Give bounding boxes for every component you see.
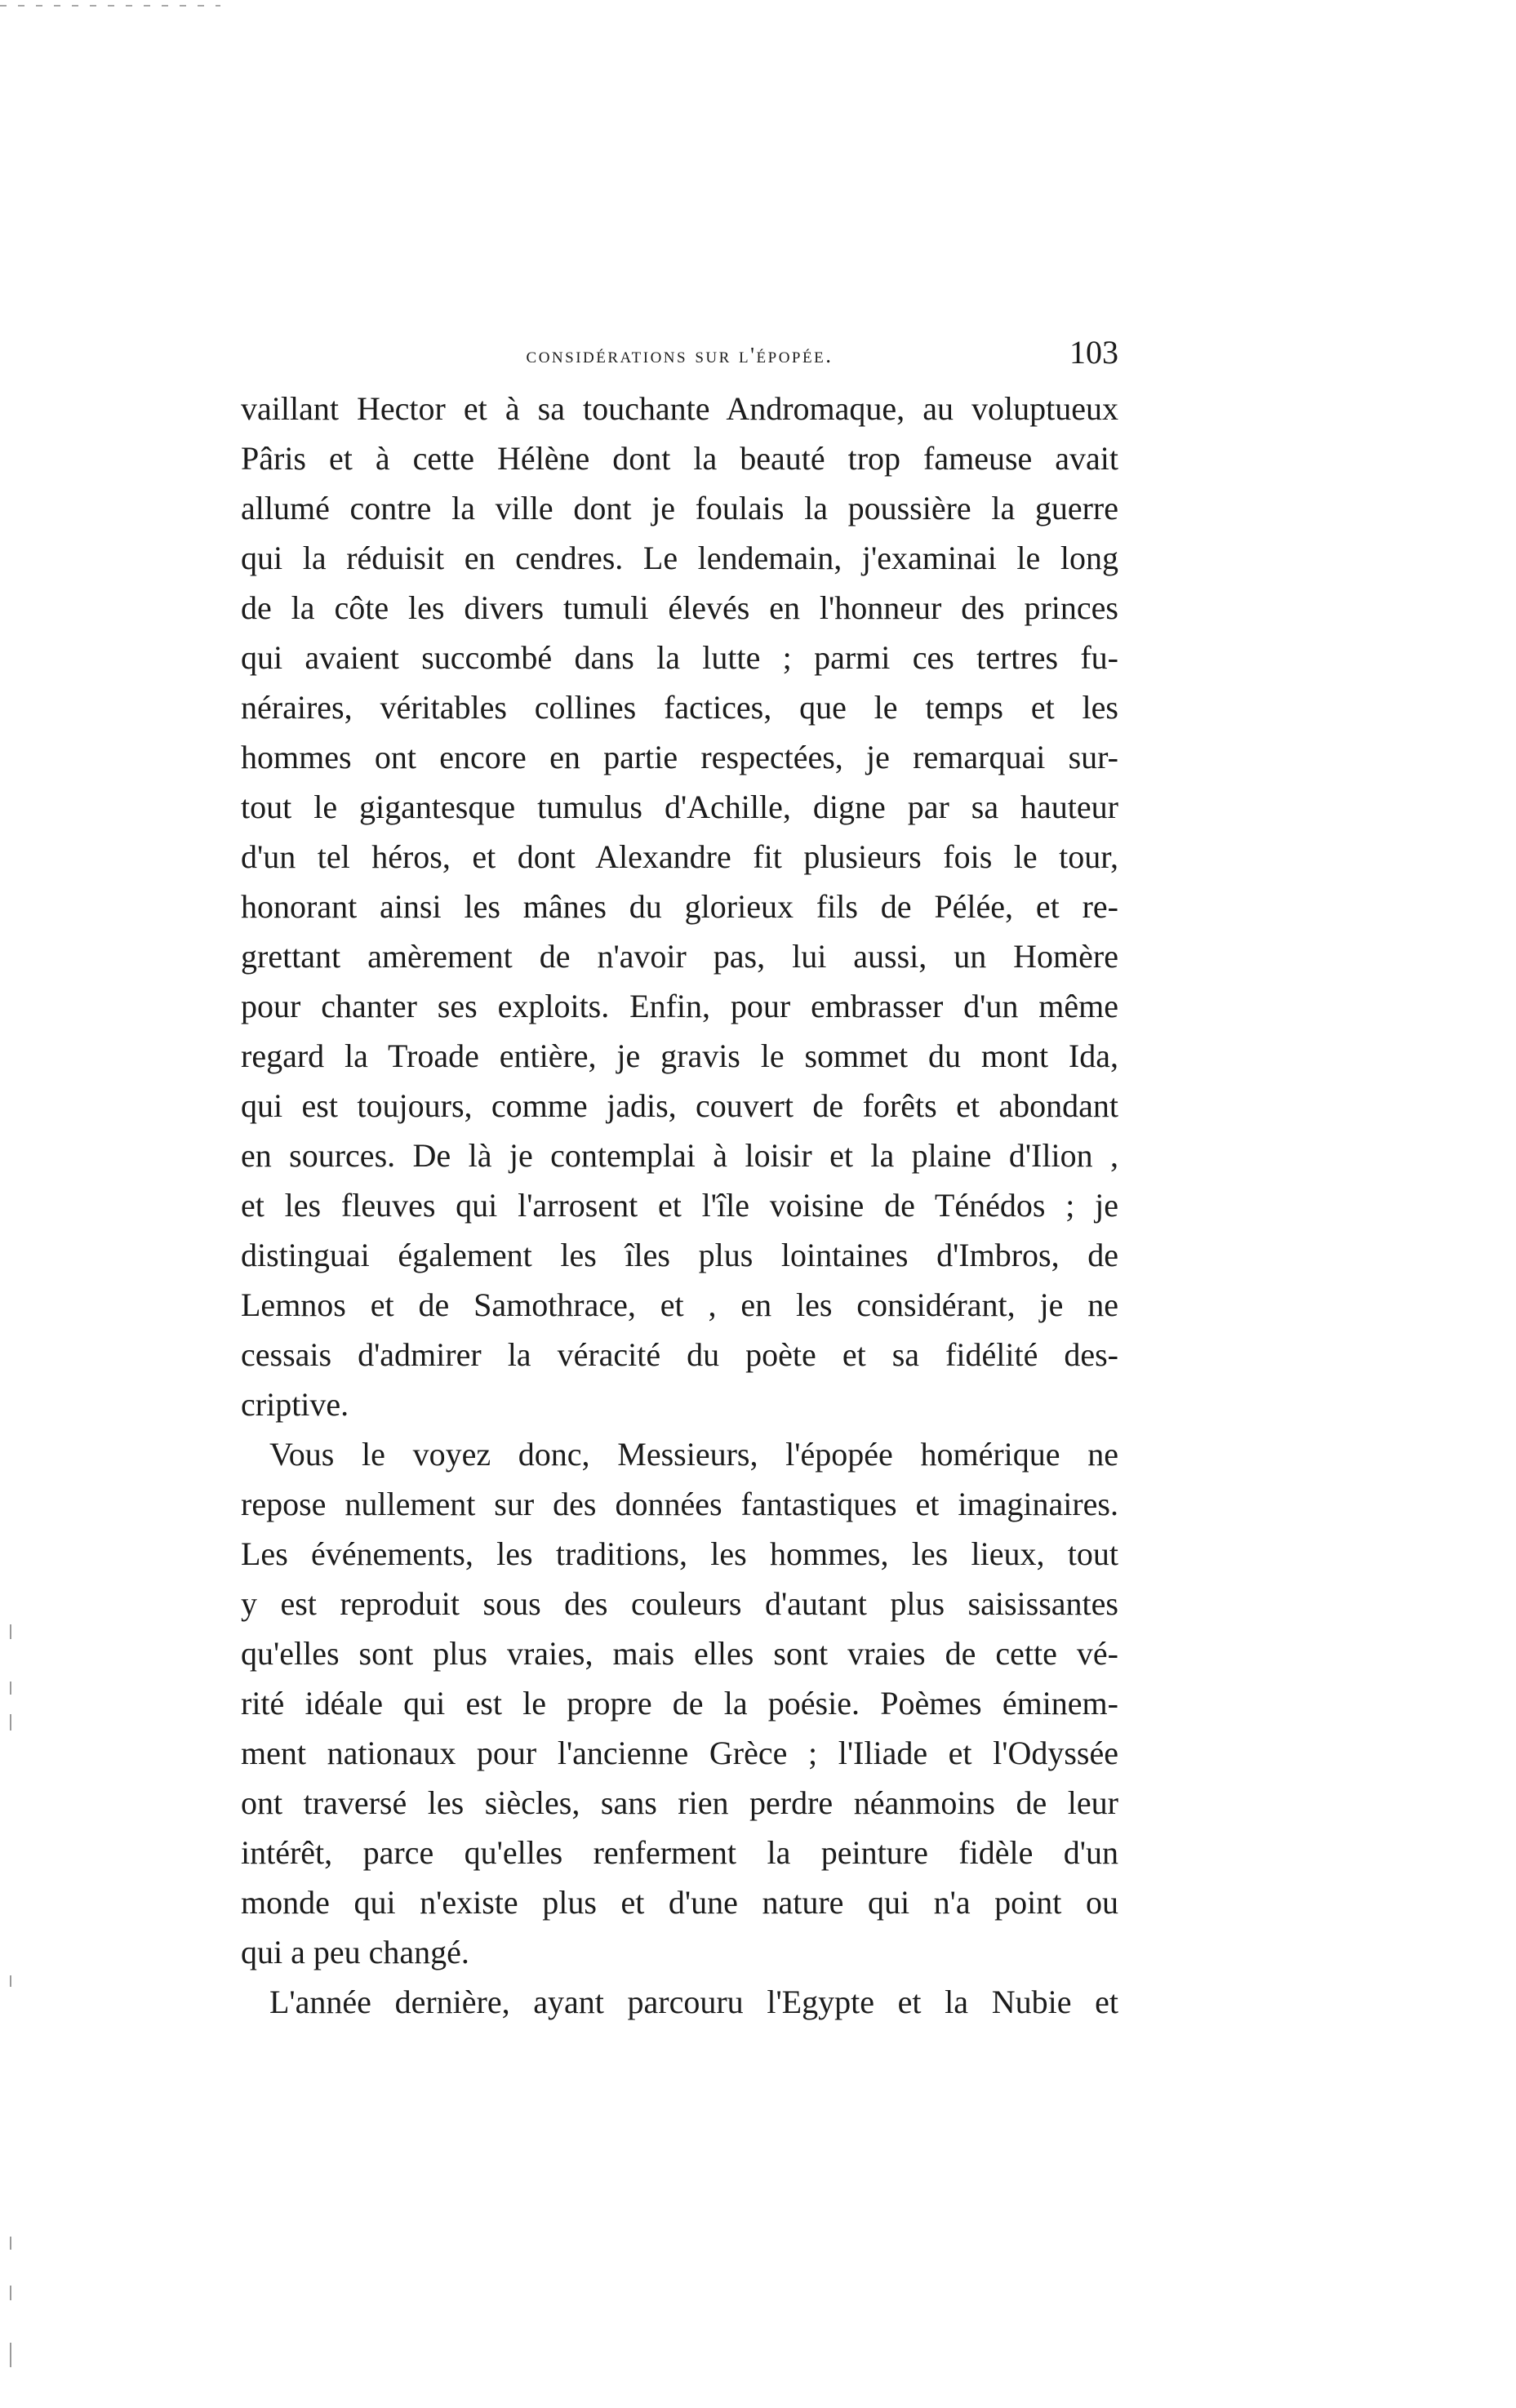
text-line: Les événements, les traditions, les hommes, les lieux, tout (241, 1535, 1118, 1572)
text-line: tout le gigantesque tumulus d'Achille, digne par sa hauteur (241, 789, 1118, 825)
text-line: intérêt, parce qu'elles renferment la peinture fidèle d'un (241, 1834, 1118, 1871)
body-text (241, 384, 1118, 2027)
text-line: y est reproduit sous des couleurs d'autant plus saisissantes (241, 1585, 1118, 1622)
text-line: criptive. (241, 1386, 349, 1423)
margin-scan-mark (10, 2343, 11, 2367)
scan-edge-mark (0, 5, 220, 7)
page-number: 103 (1069, 334, 1118, 371)
text-line: Pâris et à cette Hélène dont la beauté trop fameuse avait (241, 440, 1118, 477)
text-line: ont traversé les siècles, sans rien perdre néanmoins de leur (241, 1784, 1118, 1821)
text-line: allumé contre la ville dont je foulais la poussière la guerre (241, 490, 1118, 526)
text-line: regard la Troade entière, je gravis le sommet du mont Ida, (241, 1037, 1118, 1074)
text-line: distinguai également les îles plus lointaines d'Imbros, de (241, 1237, 1118, 1273)
text-line: d'un tel héros, et dont Alexandre fit plusieurs fois le tour, (241, 838, 1118, 875)
text-line: qu'elles sont plus vraies, mais elles sont vraies de cette vé- (241, 1635, 1118, 1672)
paragraph-start-line: Vous le voyez donc, Messieurs, l'épopée homérique ne (269, 1436, 1118, 1473)
text-line: honorant ainsi les mânes du glorieux fils de Pélée, et re- (241, 888, 1118, 925)
margin-scan-mark (10, 1714, 11, 1730)
text-line: qui est toujours, comme jadis, couvert de forêts et abondant (241, 1087, 1118, 1124)
paragraph-start-line: L'année dernière, ayant parcouru l'Egypte et la Nubie et (269, 1984, 1118, 2020)
text-line: qui a peu changé. (241, 1934, 469, 1970)
margin-scan-mark (10, 2286, 11, 2300)
text-line: en sources. De là je contemplai à loisir et la plaine d'Ilion , (241, 1137, 1118, 1174)
text-line: qui la réduisit en cendres. Le lendemain, j'examinai le long (241, 540, 1118, 576)
text-line: et les fleuves qui l'arrosent et l'île voisine de Ténédos ; je (241, 1187, 1118, 1224)
text-line: pour chanter ses exploits. Enfin, pour embrasser d'un même (241, 988, 1118, 1024)
text-line: repose nullement sur des données fantastiques et imaginaires. (241, 1486, 1118, 1522)
margin-scan-mark (10, 1682, 11, 1695)
running-head (241, 333, 1118, 374)
running-title: considérations sur l'épopée. (526, 343, 834, 367)
text-line: grettant amèrement de n'avoir pas, lui aussi, un Homère (241, 938, 1118, 975)
margin-scan-mark (10, 1624, 11, 1639)
margin-scan-mark (10, 2237, 11, 2250)
text-line: néraires, véritables collines factices, que le temps et les (241, 689, 1118, 726)
text-line: monde qui n'existe plus et d'une nature qui n'a point ou (241, 1884, 1118, 1921)
text-line: qui avaient succombé dans la lutte ; parmi ces tertres fu- (241, 639, 1118, 676)
margin-scan-mark (10, 1975, 11, 1987)
text-line: hommes ont encore en partie respectées, je remarquai sur- (241, 739, 1118, 775)
text-line: rité idéale qui est le propre de la poésie. Poèmes éminem- (241, 1685, 1118, 1722)
text-line: Lemnos et de Samothrace, et , en les considérant, je ne (241, 1286, 1118, 1323)
text-line: cessais d'admirer la véracité du poète et sa fidélité des- (241, 1336, 1118, 1373)
text-line: de la côte les divers tumuli élevés en l'honneur des princes (241, 589, 1118, 626)
text-line: vaillant Hector et à sa touchante Andromaque, au voluptueux (241, 390, 1118, 427)
text-line: ment nationaux pour l'ancienne Grèce ; l'Iliade et l'Odyssée (241, 1735, 1118, 1771)
